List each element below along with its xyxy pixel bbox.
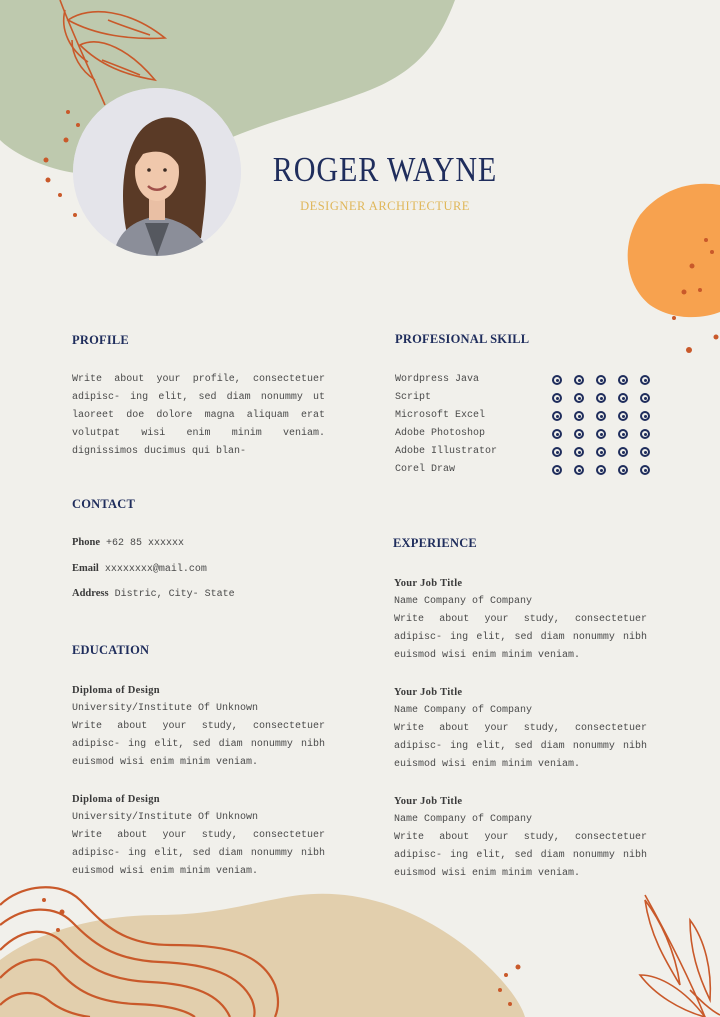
rating-dot <box>574 429 584 439</box>
rating-dot <box>574 393 584 403</box>
job-title: Your Job Title <box>394 796 463 807</box>
company-name: Name Company of Company <box>394 596 533 607</box>
orange-blob <box>628 184 720 317</box>
skill-rating <box>552 447 650 457</box>
skill-name: Script <box>395 392 432 403</box>
skills-heading: PROFESIONAL SKILL <box>395 332 530 346</box>
rating-dot <box>552 375 562 385</box>
contact-heading: CONTACT <box>72 497 135 511</box>
rating-dot <box>574 375 584 385</box>
job-desc: Write about your study, consectetuer adipisc- ing elit, sed diam nonummy nibh euismod wisi enim minim veniam. <box>394 832 647 879</box>
education-school: University/Institute Of Unknown <box>72 812 259 823</box>
education-desc: Write about your study, consectetuer adipisc- ing elit, sed diam nonummy nibh euismod wisi enim minim veniam. <box>72 721 325 768</box>
skill-row <box>395 425 655 443</box>
company-name: Name Company of Company <box>394 814 533 825</box>
skill-rating <box>552 375 650 385</box>
contact-address <box>72 585 332 604</box>
education-degree: Diploma of Design <box>72 685 160 696</box>
contact-email <box>72 560 332 579</box>
skill-row <box>395 461 655 479</box>
rating-dot <box>596 393 606 403</box>
contact-phone <box>72 534 332 553</box>
profile-text: Write about your profile, consectetuer adipisc- ing elit, sed diam nonummy ut laoreet doe dolore magna aliquam erat volutpat wisi enim minim veniam. dignissimos ducimus qui blan- <box>72 374 325 457</box>
address-label: Address <box>72 588 109 599</box>
leaf-branch-bottom <box>640 895 720 1017</box>
education-heading: EDUCATION <box>72 643 150 657</box>
skill-row <box>395 443 655 461</box>
education-degree: Diploma of Design <box>72 794 160 805</box>
education-item <box>72 791 325 881</box>
rating-dot <box>596 429 606 439</box>
profile-photo <box>73 88 241 256</box>
skill-row <box>395 407 655 425</box>
experience-item <box>394 793 647 883</box>
skill-name: Microsoft Excel <box>395 410 486 421</box>
rating-dot <box>618 411 628 421</box>
skill-name: Adobe Illustrator <box>395 446 498 457</box>
skill-rating <box>552 429 650 439</box>
experience-item <box>394 684 647 774</box>
email-label: Email <box>72 563 99 574</box>
experience-item <box>394 575 647 665</box>
rating-dot <box>640 411 650 421</box>
rating-dot <box>640 393 650 403</box>
skill-name: Corel Draw <box>395 464 456 475</box>
job-title: Your Job Title <box>394 687 463 698</box>
candidate-name: ROGER WAYNE <box>272 150 498 189</box>
rating-dot <box>640 465 650 475</box>
rating-dot <box>596 375 606 385</box>
rating-dot <box>618 375 628 385</box>
skill-row <box>395 389 655 407</box>
education-school: University/Institute Of Unknown <box>72 703 259 714</box>
rating-dot <box>618 465 628 475</box>
rating-dot <box>618 393 628 403</box>
rating-dot <box>618 447 628 457</box>
skill-name: Wordpress Java <box>395 374 480 385</box>
education-item <box>72 682 325 772</box>
phone-value: +62 85 xxxxxx <box>106 538 185 549</box>
education-desc: Write about your study, consectetuer adipisc- ing elit, sed diam nonummy nibh euismod wisi enim minim veniam. <box>72 830 325 877</box>
rating-dot <box>574 411 584 421</box>
job-desc: Write about your study, consectetuer adipisc- ing elit, sed diam nonummy nibh euismod wisi enim minim veniam. <box>394 723 647 770</box>
rating-dot <box>552 447 562 457</box>
rating-dot <box>596 411 606 421</box>
skill-rating <box>552 393 650 403</box>
rating-dot <box>640 447 650 457</box>
skill-rating <box>552 465 650 475</box>
skill-rating <box>552 411 650 421</box>
rating-dot <box>640 429 650 439</box>
rating-dot <box>552 465 562 475</box>
rating-dot <box>618 429 628 439</box>
skill-row <box>395 371 655 389</box>
profile-heading: PROFILE <box>72 333 129 347</box>
skill-name: Adobe Photoshop <box>395 428 486 439</box>
rating-dot <box>640 375 650 385</box>
experience-heading: EXPERIENCE <box>393 536 477 550</box>
email-value: xxxxxxxx@mail.com <box>104 564 207 575</box>
phone-label: Phone <box>72 537 101 548</box>
rating-dot <box>552 393 562 403</box>
rating-dot <box>596 465 606 475</box>
rating-dot <box>552 411 562 421</box>
rating-dot <box>552 429 562 439</box>
job-title: Your Job Title <box>394 578 463 589</box>
sand-blob <box>0 894 525 1017</box>
rating-dot <box>574 447 584 457</box>
job-desc: Write about your study, consectetuer adipisc- ing elit, sed diam nonummy nibh euismod wisi enim minim veniam. <box>394 614 647 661</box>
candidate-title: DESIGNER ARCHITECTURE <box>300 199 470 213</box>
company-name: Name Company of Company <box>394 705 533 716</box>
address-value: Distric, City- State <box>114 589 235 600</box>
rating-dot <box>574 465 584 475</box>
rating-dot <box>596 447 606 457</box>
